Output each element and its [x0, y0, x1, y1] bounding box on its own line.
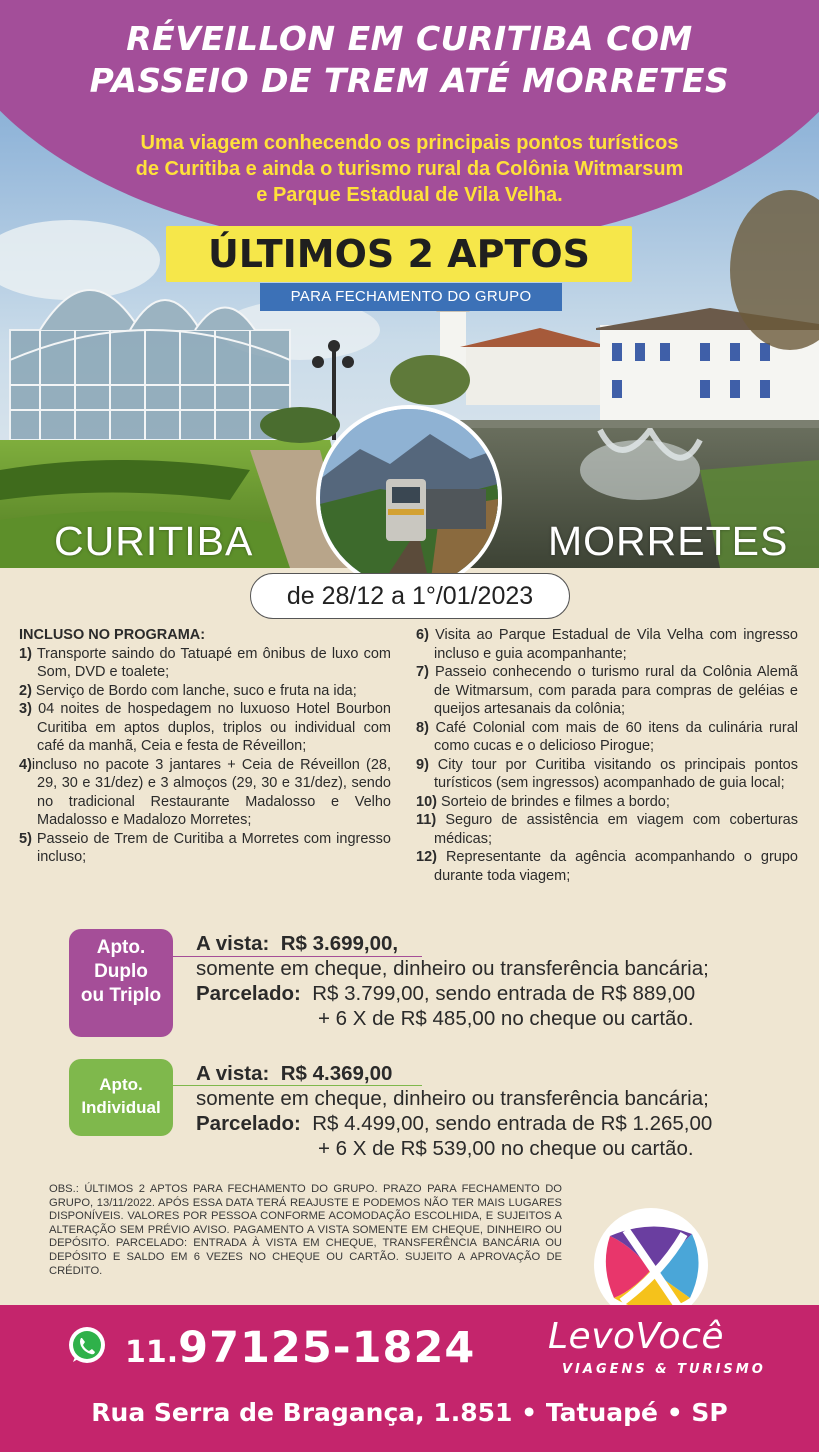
program-item-text: Visita ao Parque Estadual de Vila Velha com ingresso incluso e guia acompanhante; [428, 627, 798, 662]
price-double-triple [196, 931, 796, 1031]
title-line-2: PASSEIO DE TREM ATÉ MORRETES [89, 61, 730, 100]
train-photo [316, 405, 502, 591]
phone-number[interactable] [125, 1323, 475, 1373]
program-item [416, 756, 798, 793]
program-item [19, 645, 391, 682]
program-heading: INCLUSO NO PROGRAMA: [19, 627, 206, 643]
subtitle-line-2: de Curitiba e ainda o turismo rural da Colônia Witmarsum [135, 158, 684, 180]
program-item [416, 719, 798, 756]
program-item-number: 10) [416, 793, 437, 810]
cash-label: A vista: [196, 932, 270, 955]
terms-note: OBS.: ÚLTIMOS 2 APTOS PARA FECHAMENTO DO GRUPO. PRAZO PARA FECHAMENTO DO GRUPO, 13/11/2022. APÓS ESSA DATA TERÁ REAJUSTE E PODEMOS NÃO TER MAIS LUGARES DISPONÍVEIS. VALORES POR PESSOA CONFORME ACOMODAÇÃO ESCOLHIDA, E SUJEITOS A ALTERAÇÃO SEM PRÉVIO AVISO. PAGAMENTO A VISTA SOMENTE EM CHEQUE, DINHEIRO OU DEPÓSITO. PARCELADO: ENTRADA À VISTA EM CHEQUE, TRANSFERÊNCIA BANCÁRIA OU DEPÓSITO E SALDO EM 6 VEZES NO CHEQUE OU CARTÃO. SUJEITO A APROVAÇÃO DE CRÉDITO. [49, 1183, 562, 1277]
program-item [19, 682, 391, 701]
program-item-text: Serviço de Bordo com lanche, suco e fruta na ida; [31, 682, 357, 699]
whatsapp-icon [66, 1325, 108, 1367]
program-column-right [416, 626, 798, 885]
installment-text-2: + 6 X de R$ 539,00 no cheque ou cartão. [318, 1137, 694, 1160]
badge-line: Individual [81, 1098, 161, 1117]
program-item [19, 756, 391, 830]
agency-address: Rua Serra de Bragança, 1.851 • Tatuapé • SP [91, 1398, 728, 1427]
subtitle-line-1: Uma viagem conhecendo os principais pontos turísticos [140, 132, 679, 154]
installment-text-2: + 6 X de R$ 485,00 no cheque ou cartão. [318, 1007, 694, 1030]
program-item-text: Transporte saindo do Tatuapé em ônibus de luxo com Som, DVD e toalete; [31, 645, 391, 680]
program-item-text: City tour por Curitiba visitando os principais pontos turísticos (sem ingressos) acompanhado de guia local; [428, 756, 798, 791]
cash-value: R$ 4.369,00 [280, 1062, 393, 1085]
program-item-number: 4) [19, 756, 32, 773]
cash-label: A vista: [196, 1062, 270, 1085]
badge-double-triple [69, 929, 173, 1037]
badge-line: Apto. [99, 1075, 143, 1094]
program-item-number: 2) [19, 682, 32, 699]
program-item-number: 12) [416, 849, 437, 865]
program-item-number: 11) [416, 812, 437, 828]
cash-terms: somente em cheque, dinheiro ou transferência bancária; [196, 957, 709, 980]
program-list-left [19, 645, 391, 867]
phone-area-code: 11. [125, 1335, 179, 1370]
program-item-number: 1) [19, 645, 32, 662]
program-item-text: Café Colonial com mais de 60 itens da culinária rural como cucas e o delicioso Pirogue; [428, 719, 798, 754]
last-apartments-banner: ÚLTIMOS 2 APTOS [166, 226, 632, 282]
program-item [416, 811, 798, 848]
program-item-number: 3) [19, 701, 32, 717]
trip-dates: de 28/12 a 1°/01/2023 [250, 573, 570, 619]
cash-value: R$ 3.699,00, [280, 932, 399, 955]
city-label-morretes: MORRETES [548, 518, 789, 564]
program-item-number: 5) [19, 830, 32, 847]
program-item-text: incluso no pacote 3 jantares + Ceia de Réveillon (28, 29, 30 e 31/dez) e 3 almoços (29, 30 e 31/dez), sendo no tradicional Restaurante Madalosso e Velho Madalosso e Madalozo Morretes; [31, 756, 391, 828]
installment-text: R$ 4.499,00, sendo entrada de R$ 1.265,00 [312, 1112, 713, 1135]
program-item-number: 9) [416, 756, 429, 773]
page-title [0, 18, 819, 102]
program-item [416, 626, 798, 663]
badge-line: ou Triplo [80, 985, 162, 1006]
city-label-curitiba: CURITIBA [54, 518, 254, 564]
program-list-right [416, 626, 798, 885]
installment-label: Parcelado: [196, 982, 301, 1005]
badge-individual [69, 1059, 173, 1136]
program-item [19, 830, 391, 867]
brand-tagline: VIAGENS & TURISMO [562, 1362, 766, 1377]
program-item-text: Sorteio de brindes e filmes a bordo; [436, 793, 670, 810]
program-item-text: Passeio de Trem de Curitiba a Morretes com ingresso incluso; [31, 830, 391, 865]
phone-digits: 97125-1824 [178, 1323, 476, 1373]
program-item [416, 663, 798, 719]
program-item-text: Seguro de assistência em viagem com coberturas médicas; [434, 812, 798, 847]
program-item-number: 7) [416, 664, 429, 680]
program-item-text: Representante da agência acompanhando o grupo durante toda viagem; [434, 849, 798, 884]
group-closing-tag: PARA FECHAMENTO DO GRUPO [260, 283, 562, 311]
program-column-left [19, 626, 391, 867]
installment-label: Parcelado: [196, 1112, 301, 1135]
price-individual [196, 1061, 796, 1161]
page-subtitle [0, 130, 819, 208]
title-line-1: RÉVEILLON EM CURITIBA COM [126, 19, 693, 58]
badge-line: Duplo [94, 961, 148, 982]
subtitle-line-3: e Parque Estadual de Vila Velha. [256, 184, 563, 206]
program-item-number: 8) [416, 719, 429, 736]
badge-line: Apto. [96, 937, 146, 958]
brand-name: LevoVocê [548, 1316, 725, 1357]
program-item-text: Passeio conhecendo o turismo rural da Colônia Alemã de Witmarsum, com parada para compras de geléias e queijos artesanais da colônia; [428, 664, 798, 717]
program-item-number: 6) [416, 627, 429, 643]
program-item-text: 04 noites de hospedagem no luxuoso Hotel Bourbon Curitiba em aptos duplos, triplos ou individual com café da manhã, Ceia e festa de Réveillon; [31, 701, 391, 754]
program-item [416, 848, 798, 885]
installment-text: R$ 3.799,00, sendo entrada de R$ 889,00 [312, 982, 696, 1005]
train-photo-art [320, 409, 498, 587]
program-item [19, 700, 391, 756]
cash-terms: somente em cheque, dinheiro ou transferência bancária; [196, 1087, 709, 1110]
program-item [416, 793, 798, 812]
